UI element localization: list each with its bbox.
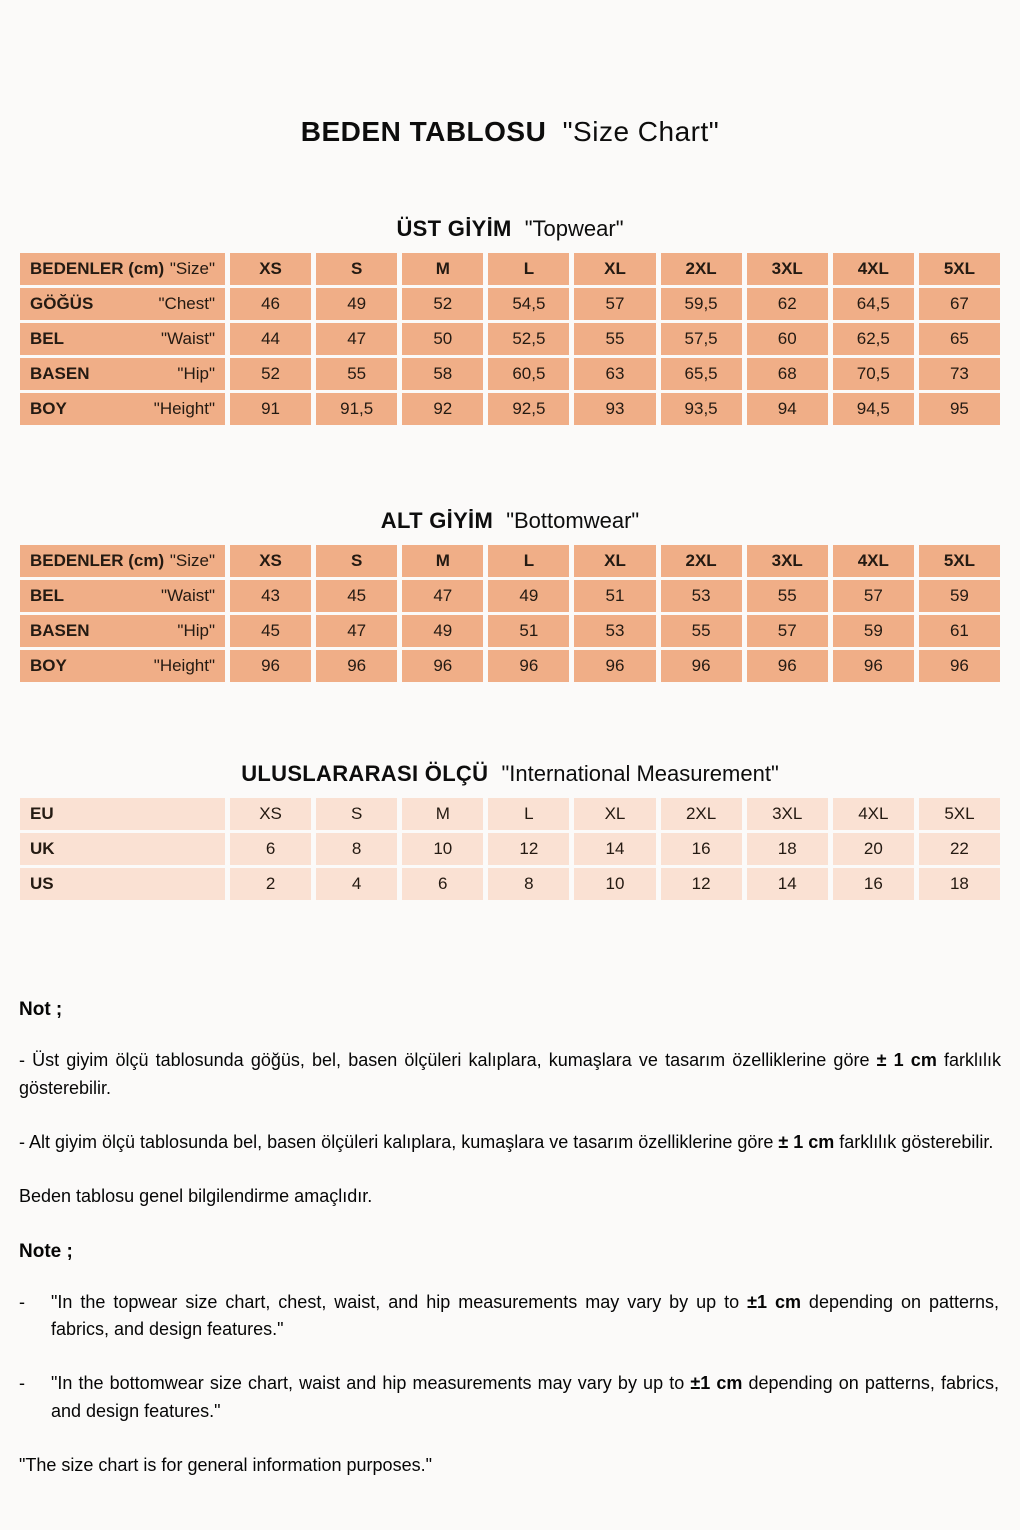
- value-cell: 52: [230, 358, 311, 390]
- row-translation: "Height": [153, 656, 215, 675]
- value-cell: 47: [316, 323, 397, 355]
- value-cell: 96: [402, 650, 483, 682]
- value-cell: 73: [919, 358, 1000, 390]
- note-heading: [19, 999, 1001, 1021]
- value-cell: M: [402, 545, 483, 577]
- value-cell: 96: [488, 650, 569, 682]
- row-translation: "Hip": [177, 364, 215, 383]
- row-translation: "Chest": [158, 294, 215, 313]
- value-cell: 94: [747, 393, 828, 425]
- value-cell: 58: [402, 358, 483, 390]
- row-label-cell: [20, 868, 225, 900]
- value-cell: 50: [402, 323, 483, 355]
- row-label: BEL: [30, 586, 64, 605]
- bottomwear-heading: [15, 508, 1005, 534]
- value-cell: 55: [747, 580, 828, 612]
- row-label: BEL: [30, 329, 64, 348]
- bullet-text: [51, 1370, 1001, 1426]
- value-cell: XS: [230, 798, 311, 830]
- value-cell: 95: [919, 393, 1000, 425]
- value-cell: 18: [919, 868, 1000, 900]
- table-row: [20, 580, 1000, 612]
- table-row: [20, 545, 1000, 577]
- value-cell: 49: [402, 615, 483, 647]
- value-cell: XL: [574, 545, 655, 577]
- value-cell: 3XL: [747, 798, 828, 830]
- value-cell: 10: [574, 868, 655, 900]
- value-cell: 91,5: [316, 393, 397, 425]
- note-text-segment: depending on patterns, fabrics, and design features.": [51, 1291, 999, 1340]
- value-cell: 62,5: [833, 323, 914, 355]
- value-cell: 60,5: [488, 358, 569, 390]
- section-heading-text: ULUSLARARASI ÖLÇÜ: [241, 761, 489, 786]
- row-label-cell: [20, 580, 225, 612]
- table-row: [20, 323, 1000, 355]
- note-text-segment: farklılık gösterebilir.: [834, 1131, 994, 1152]
- page-title-main: BEDEN TABLOSU: [300, 116, 547, 147]
- value-cell: 68: [747, 358, 828, 390]
- value-cell: 3XL: [747, 253, 828, 285]
- value-cell: 22: [919, 833, 1000, 865]
- table-row: [20, 615, 1000, 647]
- note-text-segment: ± 1 cm: [778, 1131, 835, 1152]
- value-cell: 12: [661, 868, 742, 900]
- note-paragraph: [19, 1289, 1001, 1345]
- value-cell: 8: [316, 833, 397, 865]
- row-translation: "Size": [169, 259, 215, 278]
- value-cell: 57: [833, 580, 914, 612]
- value-cell: L: [488, 798, 569, 830]
- value-cell: 55: [574, 323, 655, 355]
- value-cell: 4XL: [833, 545, 914, 577]
- value-cell: 47: [316, 615, 397, 647]
- value-cell: 65: [919, 323, 1000, 355]
- value-cell: 2XL: [661, 545, 742, 577]
- bottomwear-table: [15, 542, 1005, 685]
- value-cell: 16: [661, 833, 742, 865]
- value-cell: 53: [574, 615, 655, 647]
- value-cell: 18: [747, 833, 828, 865]
- value-cell: 14: [747, 868, 828, 900]
- value-cell: 2XL: [661, 253, 742, 285]
- value-cell: 59: [833, 615, 914, 647]
- value-cell: 10: [402, 833, 483, 865]
- value-cell: 12: [488, 833, 569, 865]
- value-cell: 2XL: [661, 798, 742, 830]
- note-paragraph: [19, 1047, 1001, 1103]
- row-label: BASEN: [30, 621, 90, 640]
- row-label-cell: [20, 323, 225, 355]
- value-cell: 4XL: [833, 798, 914, 830]
- note-text-segment: - Üst giyim ölçü tablosunda göğüs, bel, basen ölçüleri kalıplara, kumaşlara ve tasarım özelliklerine göre: [19, 1050, 877, 1070]
- topwear-table: [15, 250, 1005, 428]
- international-table: [15, 795, 1005, 903]
- row-translation: "Size": [169, 551, 215, 570]
- value-cell: XS: [230, 545, 311, 577]
- value-cell: 55: [316, 358, 397, 390]
- value-cell: 4XL: [833, 253, 914, 285]
- row-label-cell: [20, 253, 225, 285]
- value-cell: 49: [316, 288, 397, 320]
- value-cell: 93,5: [661, 393, 742, 425]
- row-translation: "Hip": [177, 621, 215, 640]
- value-cell: S: [316, 798, 397, 830]
- value-cell: 4: [316, 868, 397, 900]
- value-cell: 96: [316, 650, 397, 682]
- row-label: BEDENLER (cm): [30, 259, 165, 278]
- value-cell: 96: [747, 650, 828, 682]
- value-cell: S: [316, 253, 397, 285]
- bullet-dash: -: [19, 1373, 25, 1394]
- value-cell: 52: [402, 288, 483, 320]
- note-paragraph: [19, 1129, 1001, 1157]
- table-row: [20, 288, 1000, 320]
- value-cell: 55: [661, 615, 742, 647]
- table-row: [20, 393, 1000, 425]
- value-cell: L: [488, 253, 569, 285]
- value-cell: 57: [747, 615, 828, 647]
- value-cell: XS: [230, 253, 311, 285]
- bullet-text: [51, 1289, 1001, 1345]
- value-cell: 46: [230, 288, 311, 320]
- value-cell: 20: [833, 833, 914, 865]
- table-row: [20, 868, 1000, 900]
- row-translation: "Height": [153, 399, 215, 418]
- value-cell: 96: [919, 650, 1000, 682]
- value-cell: 14: [574, 833, 655, 865]
- note-text-segment: farklılık gösterebilir.: [19, 1050, 1001, 1098]
- value-cell: 63: [574, 358, 655, 390]
- international-heading: [15, 761, 1005, 787]
- value-cell: 70,5: [833, 358, 914, 390]
- note-text-segment: Beden tablosu genel bilgilendirme amaçlıdır.: [19, 1185, 373, 1206]
- row-label: GÖĞÜS: [30, 294, 94, 313]
- note-text-segment: ±1 cm: [747, 1291, 801, 1312]
- note-text-segment: Not ;: [19, 999, 63, 1020]
- value-cell: 45: [316, 580, 397, 612]
- value-cell: 64,5: [833, 288, 914, 320]
- note-paragraph: [19, 1183, 1001, 1211]
- value-cell: 65,5: [661, 358, 742, 390]
- row-label-cell: [20, 650, 225, 682]
- value-cell: 61: [919, 615, 1000, 647]
- note-text-segment: ± 1 cm: [876, 1050, 937, 1070]
- table-row: [20, 833, 1000, 865]
- value-cell: 47: [402, 580, 483, 612]
- row-label-cell: [20, 288, 225, 320]
- value-cell: 6: [230, 833, 311, 865]
- notes: [15, 999, 1005, 1480]
- value-cell: 2: [230, 868, 311, 900]
- value-cell: 51: [574, 580, 655, 612]
- value-cell: 93: [574, 393, 655, 425]
- table-row: [20, 798, 1000, 830]
- row-translation: "Waist": [161, 329, 215, 348]
- row-label-cell: [20, 545, 225, 577]
- value-cell: 92,5: [488, 393, 569, 425]
- value-cell: 52,5: [488, 323, 569, 355]
- value-cell: 51: [488, 615, 569, 647]
- table-row: [20, 650, 1000, 682]
- note-paragraph: [19, 1370, 1001, 1426]
- section-heading-text: ÜST GİYİM: [396, 216, 512, 241]
- note-text-segment: Note ;: [19, 1240, 73, 1262]
- value-cell: 5XL: [919, 798, 1000, 830]
- row-label: UK: [30, 839, 55, 858]
- value-cell: 62: [747, 288, 828, 320]
- note-text-segment: depending on patterns, fabrics, and design features.": [51, 1373, 1000, 1422]
- value-cell: 57,5: [661, 323, 742, 355]
- row-label: BOY: [30, 399, 67, 418]
- value-cell: 54,5: [488, 288, 569, 320]
- row-label-cell: [20, 393, 225, 425]
- row-label: BEDENLER (cm): [30, 551, 165, 570]
- value-cell: 49: [488, 580, 569, 612]
- note-text-segment: "In the topwear size chart, chest, waist, and hip measurements may vary by up to: [51, 1291, 748, 1312]
- value-cell: 44: [230, 323, 311, 355]
- row-label-cell: [20, 358, 225, 390]
- page-title-translation: "Size Chart": [562, 116, 720, 147]
- value-cell: 53: [661, 580, 742, 612]
- section-heading-text: ALT GİYİM: [380, 508, 494, 533]
- note-paragraph: [19, 1452, 1001, 1480]
- value-cell: 96: [833, 650, 914, 682]
- topwear-section: [15, 216, 1005, 428]
- note-text-segment: "In the bottomwear size chart, waist and hip measurements may vary by up to: [51, 1373, 691, 1394]
- note-text-segment: ±1 cm: [690, 1373, 743, 1394]
- topwear-heading: [15, 216, 1005, 242]
- value-cell: 91: [230, 393, 311, 425]
- section-heading-translation: "Bottomwear": [506, 508, 640, 533]
- table-row: [20, 253, 1000, 285]
- value-cell: M: [402, 253, 483, 285]
- value-cell: XL: [574, 253, 655, 285]
- value-cell: 57: [574, 288, 655, 320]
- value-cell: 45: [230, 615, 311, 647]
- value-cell: 5XL: [919, 545, 1000, 577]
- bottomwear-section: [15, 508, 1005, 685]
- value-cell: 92: [402, 393, 483, 425]
- value-cell: 96: [574, 650, 655, 682]
- value-cell: 16: [833, 868, 914, 900]
- value-cell: 59,5: [661, 288, 742, 320]
- value-cell: 96: [661, 650, 742, 682]
- value-cell: 60: [747, 323, 828, 355]
- value-cell: 94,5: [833, 393, 914, 425]
- note-text-segment: - Alt giyim ölçü tablosunda bel, basen ölçüleri kalıplara, kumaşlara ve tasarım özelliklerine göre: [19, 1131, 779, 1152]
- value-cell: 96: [230, 650, 311, 682]
- row-label: US: [30, 874, 54, 893]
- section-heading-translation: "International Measurement": [501, 761, 779, 786]
- value-cell: S: [316, 545, 397, 577]
- row-translation: "Waist": [161, 586, 215, 605]
- row-label-cell: [20, 798, 225, 830]
- value-cell: XL: [574, 798, 655, 830]
- value-cell: 3XL: [747, 545, 828, 577]
- value-cell: 67: [919, 288, 1000, 320]
- value-cell: 6: [402, 868, 483, 900]
- row-label: BASEN: [30, 364, 90, 383]
- row-label-cell: [20, 833, 225, 865]
- value-cell: 59: [919, 580, 1000, 612]
- page-title: [15, 116, 1005, 148]
- value-cell: L: [488, 545, 569, 577]
- note-text-segment: "The size chart is for general information purposes.": [19, 1455, 432, 1476]
- bullet-dash: -: [19, 1291, 25, 1312]
- row-label-cell: [20, 615, 225, 647]
- value-cell: 5XL: [919, 253, 1000, 285]
- value-cell: 43: [230, 580, 311, 612]
- international-section: [15, 761, 1005, 903]
- note-heading: [19, 1241, 1001, 1263]
- value-cell: 8: [488, 868, 569, 900]
- table-row: [20, 358, 1000, 390]
- row-label: BOY: [30, 656, 67, 675]
- row-label: EU: [30, 804, 54, 823]
- value-cell: M: [402, 798, 483, 830]
- section-heading-translation: "Topwear": [524, 216, 624, 241]
